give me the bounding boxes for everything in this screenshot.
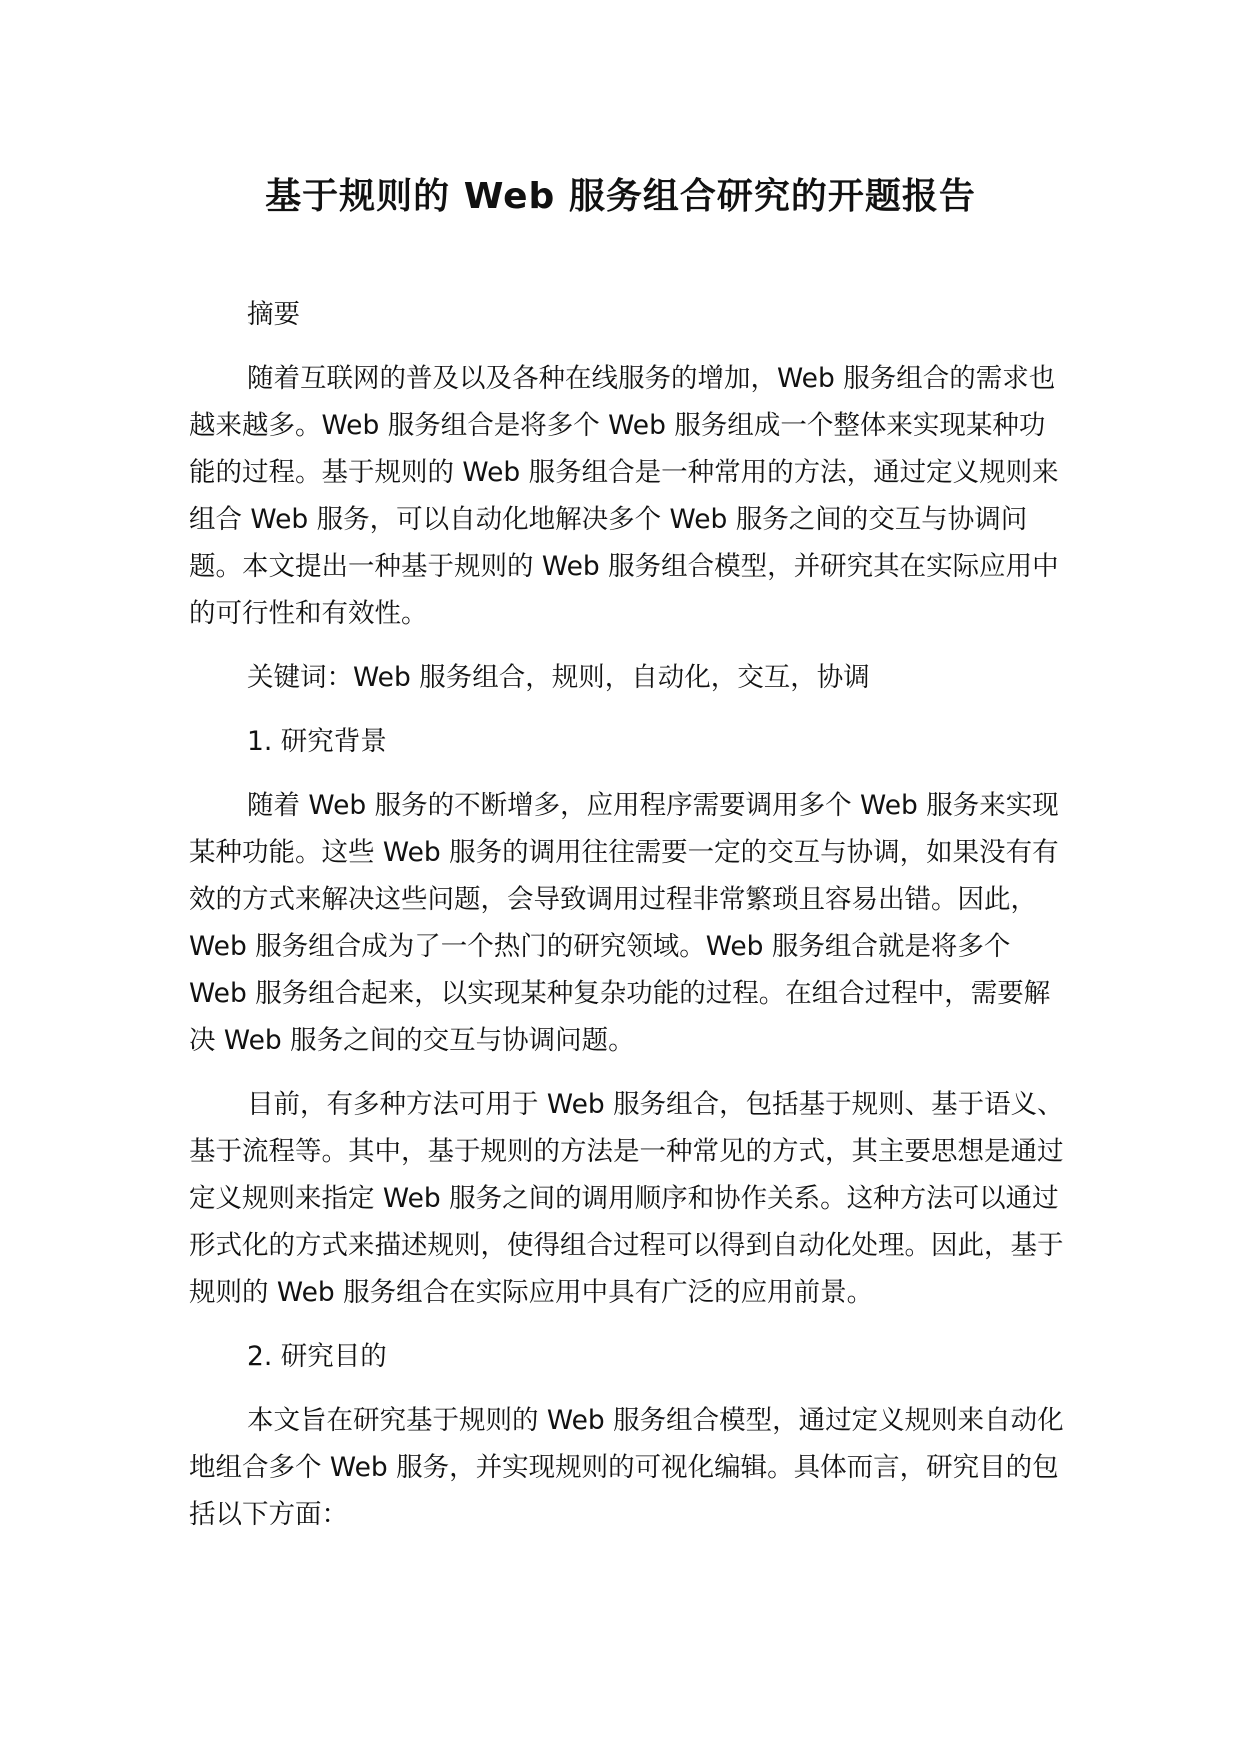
abstract-heading: 摘要 xyxy=(247,299,300,330)
keywords-line: 关键词：Web 服务组合，规则，自动化，交互，协调 xyxy=(247,662,870,693)
abstract-paragraph: 随着互联网的普及以及各种在线服务的增加，Web 服务组合的需求也越来越多。Web 服务组合是将多个 Web 服务组成一个整体来实现某种功能的过程。基于规则的 Web 服务组合是一种常用的方法，通过定义规则来组合 Web 服务，可以自动化地解决多个 Web 服务之间的交互与协调问题。本文提出一种基于规则的 Web 服务组合模型，并研究其在实际应用中的可行性和有效性。 xyxy=(189,363,1059,629)
background-paragraph-2: 目前，有多种方法可用于 Web 服务组合，包括基于规则、基于语义、基于流程等。其中，基于规则的方法是一种常见的方式，其主要思想是通过定义规则来指定 Web 服务之间的调用顺序和协作关系。这种方法可以通过形式化的方式来描述规则，使得组合过程可以得到自动化处理。因此，基于规则的 Web 服务组合在实际应用中具有广泛的应用前景。 xyxy=(189,1089,1064,1308)
document-title: 基于规则的 Web 服务组合研究的开题报告 xyxy=(265,176,976,217)
document-body xyxy=(189,291,1069,1555)
background-paragraph-1: 随着 Web 服务的不断增多，应用程序需要调用多个 Web 服务来实现某种功能。这些 Web 服务的调用往往需要一定的交互与协调，如果没有有效的方式来解决这些问题，会导致调用过程非常繁琐且容易出错。因此，Web 服务组合成为了一个热门的研究领域。Web 服务组合就是将多个 Web 服务组合起来，以实现某种复杂功能的过程。在组合过程中，需要解决 Web 服务之间的交互与协调问题。 xyxy=(189,790,1059,1056)
section-heading-background: 1. 研究背景 xyxy=(247,726,387,757)
purpose-paragraph-1: 本文旨在研究基于规则的 Web 服务组合模型，通过定义规则来自动化地组合多个 Web 服务，并实现规则的可视化编辑。具体而言，研究目的包括以下方面： xyxy=(189,1405,1064,1530)
section-heading-purpose: 2. 研究目的 xyxy=(247,1341,387,1372)
